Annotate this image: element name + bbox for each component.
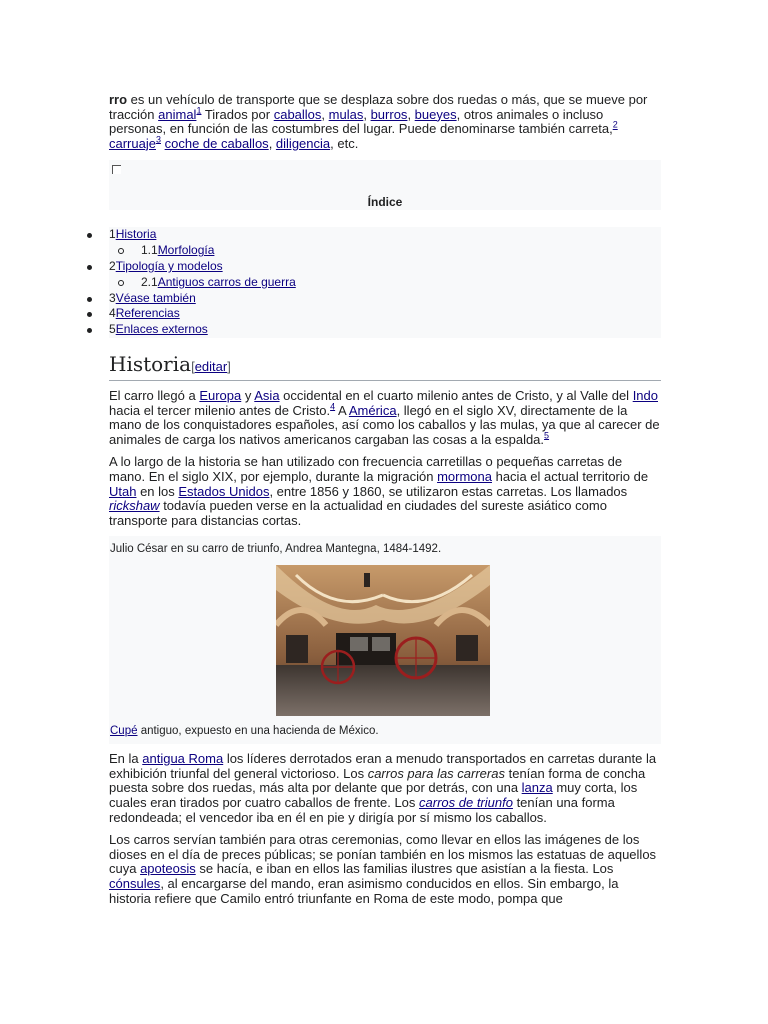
- paragraph-2: A lo largo de la historia se han utilizado con frecuencia carretillas o pequeñas carretas de mano. En el siglo XIX, por ejemplo, durante la migración mormona hacia el actual territorio de Utah en los Estados Unidos, entre 1856 y 1860, se utilizaron estas carretas. Los llamados rickshaw todavía pueden verse en la actualidad en ciudades del sureste asiático como transporte para distancias cortas.: [109, 454, 649, 528]
- link-antigua-roma[interactable]: antigua Roma: [142, 751, 224, 767]
- edit-link[interactable]: editar: [194, 358, 228, 374]
- article-content: [109, 93, 661, 914]
- toc-list: [109, 227, 661, 338]
- toc-item-carros-de-guerra[interactable]: 2.1Antiguos carros de guerra: [109, 275, 661, 291]
- link-bueyes[interactable]: bueyes: [414, 106, 457, 122]
- link-asia[interactable]: Asia: [254, 387, 280, 403]
- bullet-icon: [87, 328, 92, 333]
- figure-caption-bottom: Cupé antiguo, expuesto en una hacienda de México.: [110, 725, 379, 738]
- bullet-icon: [87, 233, 92, 238]
- toc-link-vease-tambien[interactable]: Véase también: [115, 290, 196, 305]
- carriage-photo[interactable]: [276, 565, 490, 716]
- toc-item-enlaces-externos[interactable]: 5Enlaces externos: [109, 322, 661, 338]
- link-lanza[interactable]: lanza: [521, 780, 553, 796]
- toc-link-carros-de-guerra[interactable]: Antiguos carros de guerra: [157, 274, 296, 289]
- toc-item-vease-tambien[interactable]: 3Véase también: [109, 291, 661, 307]
- toc-item-morfologia[interactable]: 1.1Morfología: [109, 243, 661, 259]
- toc-item-tipologia[interactable]: 2Tipología y modelos: [109, 259, 661, 275]
- paragraph-1: El carro llegó a Europa y Asia occidental en el cuarto milenio antes de Cristo, y al Valle del Indo hacia el tercer milenio antes de Cristo.$^4$ A América, llegó en el siglo XV, directamente de la mano de los conquistadores españoles, así como los caballos y las mulas, ya que al carecer de animales de carga los nativos americanos cargaban las cosas a la espalda.$^5$: [109, 387, 660, 447]
- ring-bullet-icon: [118, 248, 124, 254]
- link-america[interactable]: América: [348, 402, 397, 418]
- figure-caption-top: Julio César en su carro de triunfo, Andrea Mantegna, 1484-1492.: [110, 543, 442, 556]
- toc-header: [109, 160, 661, 210]
- link-animal[interactable]: animal: [158, 106, 197, 122]
- toc-title: Índice: [367, 195, 403, 210]
- link-coche-de-caballos[interactable]: coche de caballos: [164, 135, 269, 151]
- ring-bullet-icon: [118, 280, 124, 286]
- paragraph-4: Los carros servían también para otras ceremonias, como llevar en ellos las imágenes de los dioses en el día de preces públicas; se ponían también en los mismos las estatuas de aquellos cuya apoteosis se hacía, e iban en ellos las familias ilustres que asistían a la fiesta. Los cónsules, al encargarse del mando, eran asimismo conducidos en ellos. Sin embargo, la historia refiere que Camilo entró triunfante en Roma de este modo, pompa que: [109, 832, 657, 906]
- toc-item-referencias[interactable]: 4Referencias: [109, 306, 661, 322]
- link-consules[interactable]: cónsules: [109, 876, 161, 892]
- link-europa[interactable]: Europa: [199, 387, 242, 403]
- section-heading-historia: Historia[editar]: [109, 352, 661, 381]
- link-carros-de-triunfo[interactable]: carros de triunfo: [419, 795, 513, 811]
- toc-link-referencias[interactable]: Referencias: [115, 306, 180, 321]
- link-carruaje[interactable]: carruaje: [109, 135, 156, 151]
- edit-section: [editar]: [191, 358, 231, 374]
- bullet-icon: [87, 312, 92, 317]
- link-caballos[interactable]: caballos: [273, 106, 322, 122]
- toc-link-enlaces-externos[interactable]: Enlaces externos: [115, 322, 208, 337]
- bullet-icon: [87, 297, 92, 302]
- link-diligencia[interactable]: diligencia: [275, 135, 331, 151]
- paragraph-3: En la antigua Roma los líderes derrotados eran a menudo transportados en carretas durante la exhibición triunfal del general victorioso. Los carros para las carreras tenían forma de concha puesta sobre dos ruedas, más alta por delante que por detrás, con una lanza muy corta, los cuales eran tirados por cuatro caballos de frente. Los carros de triunfo tenían una forma redondeada; el vencedor iba en él en pie y dirigía por sí mismo los caballos.: [109, 751, 657, 825]
- link-rickshaw[interactable]: rickshaw: [109, 498, 160, 514]
- bullet-icon: [87, 265, 92, 270]
- ref-3[interactable]: 3: [155, 134, 161, 145]
- ref-5[interactable]: 5: [544, 430, 550, 441]
- ref-2[interactable]: 2: [612, 119, 618, 130]
- link-utah[interactable]: Utah: [109, 483, 137, 499]
- intro-paragraph: rro es un vehículo de transporte que se desplaza sobre dos ruedas o más, que se mueve por tracción animal$^1$ Tirados por caballos, mulas, burros, bueyes, otros animales o incluso personas, en función de las costumbres del lugar. Puede denominarse también carreta,$^2$ carruaje$^3$ coche de caballos, diligencia, etc.: [109, 92, 648, 151]
- toc-toggle-checkbox[interactable]: [112, 165, 121, 174]
- link-burros[interactable]: burros: [370, 106, 408, 122]
- link-estados-unidos[interactable]: Estados Unidos: [178, 483, 270, 499]
- figure-box: [109, 536, 661, 744]
- link-apoteosis[interactable]: apoteosis: [140, 861, 196, 877]
- link-mormona[interactable]: mormona: [437, 468, 492, 484]
- article-subject: rro: [109, 92, 128, 107]
- link-cupe[interactable]: Cupé: [110, 725, 138, 738]
- toc-link-morfologia[interactable]: Morfología: [157, 243, 215, 258]
- link-indo[interactable]: Indo: [632, 387, 658, 403]
- toc-link-historia[interactable]: Historia: [115, 227, 157, 242]
- ref-1[interactable]: 1: [196, 105, 202, 116]
- toc-link-tipologia[interactable]: Tipología y modelos: [115, 258, 223, 273]
- link-mulas[interactable]: mulas: [328, 106, 364, 122]
- toc-item-historia[interactable]: 1Historia: [109, 227, 661, 243]
- ref-4[interactable]: 4: [330, 401, 336, 412]
